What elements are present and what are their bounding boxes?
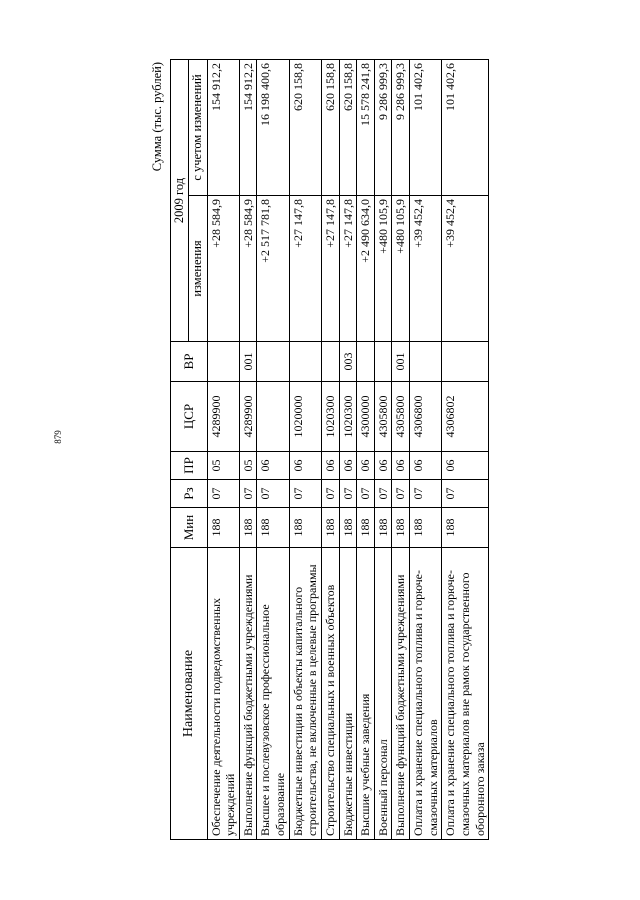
table-row bbox=[339, 59, 357, 839]
row-vr bbox=[207, 342, 239, 382]
row-min: 188 bbox=[321, 508, 339, 548]
row-vr bbox=[410, 342, 442, 382]
row-total: 16 198 400,6 bbox=[257, 59, 289, 195]
row-changes: +39 452,4 bbox=[410, 196, 442, 342]
row-min: 188 bbox=[374, 508, 392, 548]
row-changes: +27 147,8 bbox=[321, 196, 339, 342]
table-row bbox=[239, 59, 257, 839]
row-csr: 1020300 bbox=[321, 382, 339, 452]
row-pr: 06 bbox=[289, 452, 321, 480]
row-csr: 4305800 bbox=[392, 382, 410, 452]
table-row bbox=[392, 59, 410, 839]
budget-table bbox=[170, 59, 489, 840]
row-total: 620 158,8 bbox=[289, 59, 321, 195]
row-vr: 001 bbox=[392, 342, 410, 382]
row-rz: 07 bbox=[207, 480, 239, 508]
row-min: 188 bbox=[239, 508, 257, 548]
row-vr bbox=[257, 342, 289, 382]
row-name: Оплата и хранение специального топлива и горюче-смазочных материалов вне рамок государственного оборонного заказа bbox=[442, 548, 489, 840]
row-rz: 07 bbox=[442, 480, 489, 508]
header-csr: ЦСР bbox=[171, 382, 208, 452]
row-csr: 4289900 bbox=[207, 382, 239, 452]
row-changes: +27 147,8 bbox=[289, 196, 321, 342]
row-rz: 07 bbox=[392, 480, 410, 508]
row-min: 188 bbox=[339, 508, 357, 548]
header-with-changes: с учетом изменений bbox=[189, 59, 207, 195]
header-row-1 bbox=[171, 59, 189, 839]
row-pr: 06 bbox=[410, 452, 442, 480]
row-changes: +480 105,9 bbox=[374, 196, 392, 342]
table-row bbox=[357, 59, 375, 839]
table-row bbox=[207, 59, 239, 839]
row-rz: 07 bbox=[257, 480, 289, 508]
row-min: 188 bbox=[207, 508, 239, 548]
row-csr: 4306800 bbox=[410, 382, 442, 452]
row-pr: 05 bbox=[239, 452, 257, 480]
row-name: Оплата и хранение специального топлива и горюче-смазочных материалов bbox=[410, 548, 442, 840]
table-row bbox=[257, 59, 289, 839]
row-changes: +27 147,8 bbox=[339, 196, 357, 342]
row-vr: 001 bbox=[239, 342, 257, 382]
row-name: Высшее и послевузовское профессиональное образование bbox=[257, 548, 289, 840]
row-vr bbox=[357, 342, 375, 382]
row-min: 188 bbox=[357, 508, 375, 548]
header-vr: ВР bbox=[171, 342, 208, 382]
row-vr: 003 bbox=[339, 342, 357, 382]
row-min: 188 bbox=[410, 508, 442, 548]
table-row bbox=[410, 59, 442, 839]
row-rz: 07 bbox=[321, 480, 339, 508]
header-year: 2009 год bbox=[171, 59, 189, 341]
table-row bbox=[321, 59, 339, 839]
row-csr: 4305800 bbox=[374, 382, 392, 452]
row-changes: +480 105,9 bbox=[392, 196, 410, 342]
row-vr bbox=[289, 342, 321, 382]
unit-caption: Сумма (тыс. рублей) bbox=[150, 62, 164, 172]
row-total: 9 286 999,3 bbox=[374, 59, 392, 195]
table-row bbox=[289, 59, 321, 839]
row-rz: 07 bbox=[357, 480, 375, 508]
row-changes: +39 452,4 bbox=[442, 196, 489, 342]
row-vr bbox=[442, 342, 489, 382]
row-total: 9 286 999,3 bbox=[392, 59, 410, 195]
row-pr: 06 bbox=[257, 452, 289, 480]
row-pr: 06 bbox=[321, 452, 339, 480]
row-rz: 07 bbox=[410, 480, 442, 508]
row-rz: 07 bbox=[374, 480, 392, 508]
row-total: 101 402,6 bbox=[442, 59, 489, 195]
row-name: Выполнение функций бюджетными учреждениями bbox=[239, 548, 257, 840]
row-rz: 07 bbox=[339, 480, 357, 508]
row-vr bbox=[374, 342, 392, 382]
row-min: 188 bbox=[257, 508, 289, 548]
row-total: 620 158,8 bbox=[339, 59, 357, 195]
row-name: Выполнение функций бюджетными учреждениями bbox=[392, 548, 410, 840]
row-total: 154 912,2 bbox=[239, 59, 257, 195]
row-csr: 4289900 bbox=[239, 382, 257, 452]
row-pr: 06 bbox=[339, 452, 357, 480]
row-total: 620 158,8 bbox=[321, 59, 339, 195]
row-changes: +2 517 781,8 bbox=[257, 196, 289, 342]
table-row bbox=[442, 59, 489, 839]
header-min: Мин bbox=[171, 508, 208, 548]
header-pr: ПР bbox=[171, 452, 208, 480]
row-csr: 4300000 bbox=[357, 382, 375, 452]
row-csr bbox=[257, 382, 289, 452]
row-name: Бюджетные инвестиции bbox=[339, 548, 357, 840]
row-name: Бюджетные инвестиции в объекты капитального строительства, не включенные в целевые программы bbox=[289, 548, 321, 840]
table-row bbox=[374, 59, 392, 839]
row-name: Строительство специальных и военных объектов bbox=[321, 548, 339, 840]
row-pr: 06 bbox=[374, 452, 392, 480]
header-changes: изменения bbox=[189, 196, 207, 342]
page-number: 879 bbox=[53, 430, 63, 444]
row-name: Обеспечение деятельности подведомственных учреждений bbox=[207, 548, 239, 840]
row-rz: 07 bbox=[239, 480, 257, 508]
row-changes: +2 490 634,0 bbox=[357, 196, 375, 342]
budget-table-page bbox=[150, 60, 640, 840]
row-pr: 05 bbox=[207, 452, 239, 480]
row-name: Военный персонал bbox=[374, 548, 392, 840]
row-pr: 06 bbox=[442, 452, 489, 480]
row-csr: 1020000 bbox=[289, 382, 321, 452]
row-rz: 07 bbox=[289, 480, 321, 508]
row-min: 188 bbox=[392, 508, 410, 548]
row-pr: 06 bbox=[357, 452, 375, 480]
row-total: 101 402,6 bbox=[410, 59, 442, 195]
row-changes: +28 584,9 bbox=[207, 196, 239, 342]
row-pr: 06 bbox=[392, 452, 410, 480]
row-total: 154 912,2 bbox=[207, 59, 239, 195]
row-changes: +28 584,9 bbox=[239, 196, 257, 342]
row-vr bbox=[321, 342, 339, 382]
row-csr: 1020300 bbox=[339, 382, 357, 452]
row-min: 188 bbox=[442, 508, 489, 548]
row-total: 15 578 241,8 bbox=[357, 59, 375, 195]
header-name: Наименование bbox=[171, 548, 208, 840]
row-csr: 4306802 bbox=[442, 382, 489, 452]
header-rz: Рз bbox=[171, 480, 208, 508]
row-name: Высшие учебные заведения bbox=[357, 548, 375, 840]
row-min: 188 bbox=[289, 508, 321, 548]
